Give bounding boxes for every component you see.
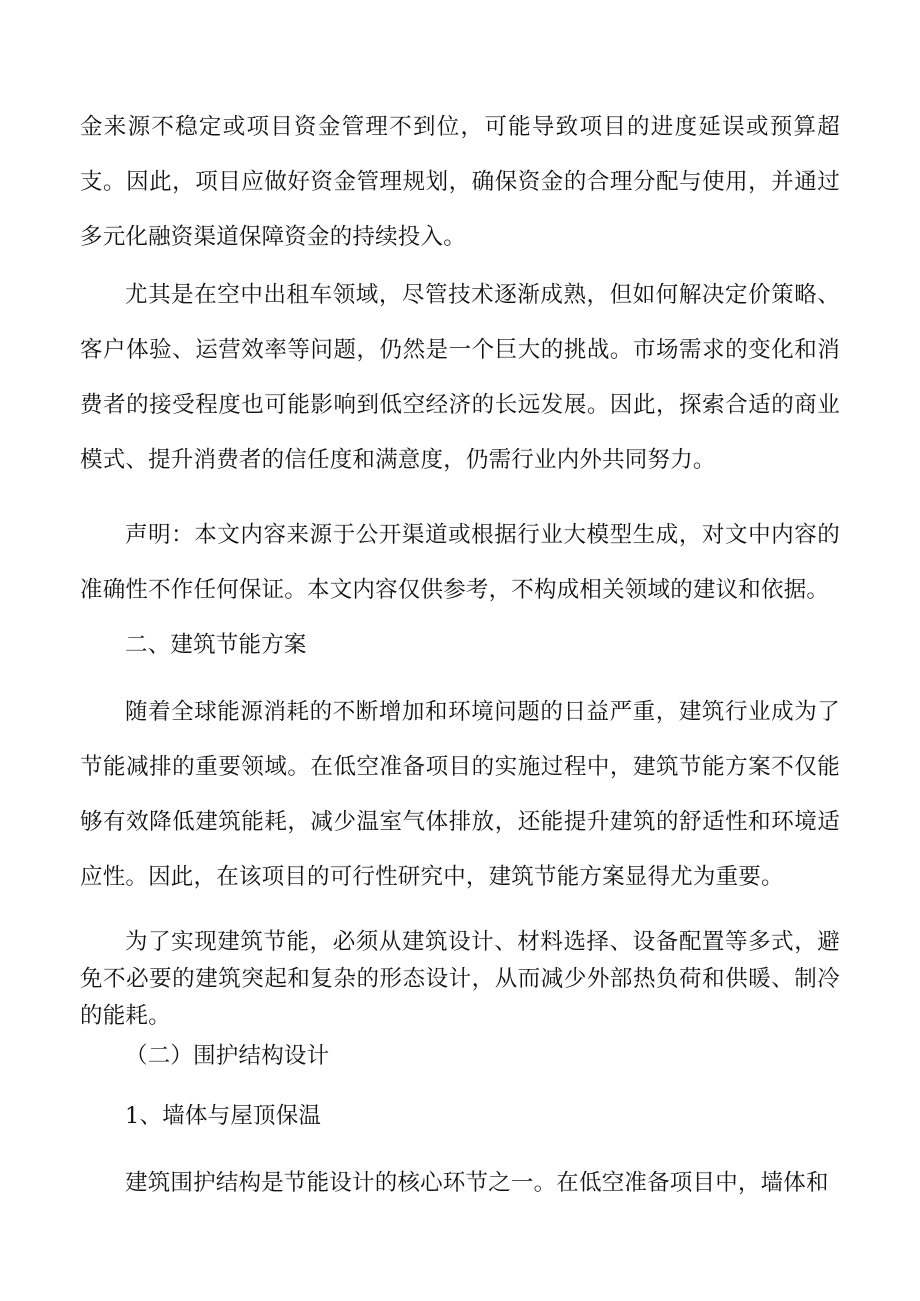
disclaimer-paragraph: 声明：本文内容来源于公开渠道或根据行业大模型生成，对文中内容的准确性不作任何保证。本文内容仅供参考，不构成相关领域的建议和依据。 — [80, 522, 840, 603]
body-paragraph: 为了实现建筑节能，必须从建筑设计、材料选择、设备配置等多式，避免不必要的建筑突起和复杂的形态设计，从而减少外部热负荷和供暖、制冷的能耗。 — [80, 929, 840, 1029]
subsection-heading: （二）围护结构设计 — [125, 1043, 330, 1069]
body-paragraph: 建筑围护结构是节能设计的核心环节之一。在低空准备项目中，墙体和 — [125, 1170, 829, 1196]
body-paragraph: 尤其是在空中出租车领域，尽管技术逐渐成熟，但如何解决定价策略、客户体验、运营效率等问题，仍然是一个巨大的挑战。市场需求的变化和消费者的接受程度也可能影响到低空经济的长远发展。因此，探索合适的商业模式、提升消费者的信任度和满意度，仍需行业内外共同努力。 — [80, 282, 840, 473]
item-heading: 1、墙体与屋顶保温 — [125, 1103, 322, 1129]
section-heading: 二、建筑节能方案 — [125, 632, 307, 658]
body-paragraph: 金来源不稳定或项目资金管理不到位，可能导致项目的进度延误或预算超支。因此，项目应做好资金管理规划，确保资金的合理分配与使用，并通过多元化融资渠道保障资金的持续投入。 — [80, 114, 840, 250]
body-paragraph: 随着全球能源消耗的不断增加和环境问题的日益严重，建筑行业成为了节能减排的重要领域。在低空准备项目的实施过程中，建筑节能方案不仅能够有效降低建筑能耗，减少温室气体排放，还能提升建筑的舒适性和环境适应性。因此，在该项目的可行性研究中，建筑节能方案显得尤为重要。 — [80, 699, 840, 890]
